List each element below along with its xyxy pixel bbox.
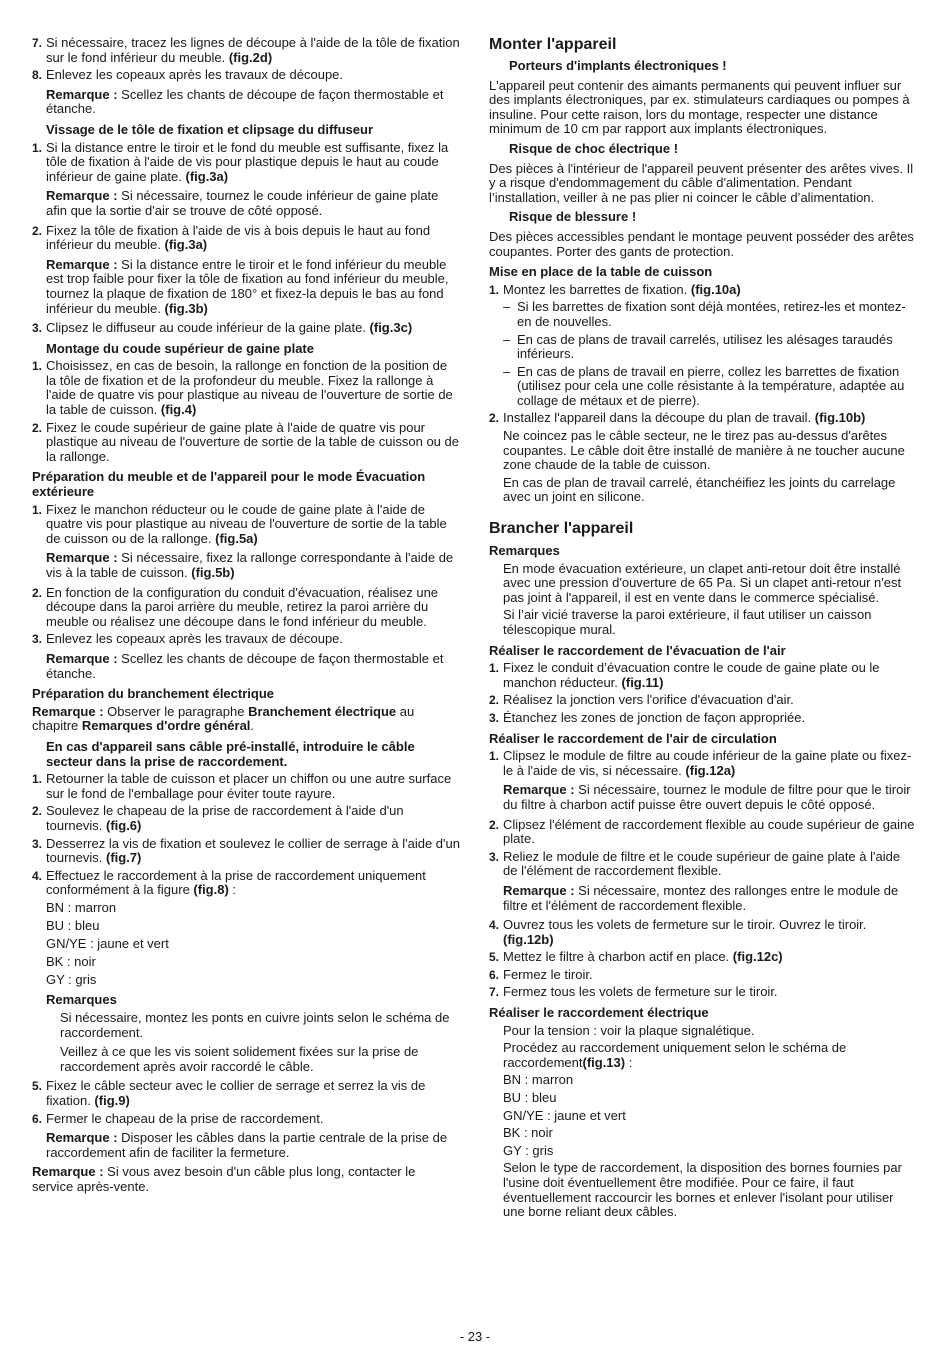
remark: Remarque : Si nécessaire, tournez le coude inférieur de gaine plate afin que la sortie d'air se trouve de côté opposé. bbox=[46, 188, 439, 218]
remark: Remarque : Si nécessaire, montez des rallonges entre le module de filtre et l'élément de raccordement flexible. bbox=[503, 882, 899, 913]
section-heading: Monter l'appareil bbox=[489, 36, 617, 53]
paragraph: En cas de plan de travail carrelé, étanchéifiez les joints du carrelage avec un joint en silicone. bbox=[503, 474, 896, 505]
wire-label: BK : noir bbox=[503, 1125, 553, 1141]
remarks-heading: Remarques bbox=[46, 992, 117, 1008]
subheading: En cas d'appareil sans câble pré-installé, introduire le câble secteur dans la prise de raccordement. bbox=[46, 738, 415, 769]
remark-text: Si nécessaire, montez les ponts en cuivre joints selon le schéma de raccordement. bbox=[60, 1010, 450, 1040]
paragraph: Ne coincez pas le câble secteur, ne le tirez pas au-dessus d'arêtes coupantes. Le câble doit être installé de manière à ne toucher aucune zone chaude de la table de cuisson. bbox=[503, 428, 905, 473]
list-item: 4. Effectuez le raccordement à la prise de raccordement uniquement conformément à la figure (fig.8) : bbox=[32, 867, 426, 898]
list-item: 1. Montez les barrettes de fixation. (fig.10a) bbox=[489, 281, 741, 297]
list-item: 6. Fermez le tiroir. bbox=[489, 966, 593, 982]
wire-label: BU : bleu bbox=[503, 1090, 557, 1106]
list-item: 2. Fixez la tôle de fixation à l'aide de vis à bois depuis le haut au fond inférieur du meuble. (fig.3a) bbox=[32, 222, 431, 253]
section-heading: Brancher l'appareil bbox=[489, 520, 634, 538]
dash-item: – En cas de plans de travail en pierre, collez les barrettes de fixation (utilisez pour cela une colle résistante à la température, adaptée au collage de métaux et de pierre). bbox=[503, 363, 905, 408]
wire-label: BN : marron bbox=[46, 899, 117, 915]
list-item: 2. Fixez le coude supérieur de gaine plate à l'aide de quatre vis pour plastique au niveau de l'ouverture de sortie de la table de cuisson ou de la rallonge. bbox=[32, 419, 459, 464]
wire-label: GN/YE : jaune et vert bbox=[503, 1107, 626, 1123]
subheading: Réaliser le raccordement de l'évacuation de l'air bbox=[489, 642, 786, 658]
list-item: 5. Fixez le câble secteur avec le collier de serrage et serrez la vis de fixation. (fig.9) bbox=[32, 1078, 426, 1108]
remark-text: Veillez à ce que les vis soient solidement fixées sur la prise de raccordement après avoir raccordé le câble. bbox=[60, 1044, 419, 1074]
subheading: Préparation du meuble et de l'appareil pour le mode Évacuation extérieure bbox=[32, 469, 426, 500]
list-item: 1. Choisissez, en cas de besoin, la rallonge en fonction de la position de la tôle de fixation et de la profondeur du meuble. Fixez la rallonge à l'aide de quatre vis pour plastique au niveau de l'ouverture de sortie de la table de cuisson. (fig.4) bbox=[32, 358, 453, 418]
list-item: 3. Clipsez le diffuseur au coude inférieur de la gaine plate. (fig.3c) bbox=[32, 320, 413, 336]
list-item: 4. Ouvrez tous les volets de fermeture sur le tiroir. Ouvrez le tiroir. (fig.12b) bbox=[489, 917, 867, 947]
left-column bbox=[32, 36, 460, 1198]
list-item: 1. Retourner la table de cuisson et placer un chiffon ou une autre surface sur le fond de l'emballage pour éviter toute rayure. bbox=[32, 771, 452, 801]
subheading: Préparation du branchement électrique bbox=[32, 686, 275, 702]
paragraph: Des pièces à l'intérieur de l'appareil peuvent présenter des arêtes vives. Il y a risque d'endommagement du câble d'alimentation. Pendant l’installation, veiller à ne pas plier ni coincer le câble d’alimentation. bbox=[489, 160, 914, 205]
wire-label: BK : noir bbox=[46, 953, 96, 969]
list-item: 1. Fixez le conduit d’évacuation contre le coude de gaine plate ou le manchon réducteur. (fig.11) bbox=[489, 660, 880, 690]
warning-heading: Porteurs d'implants électroniques ! bbox=[509, 58, 727, 73]
list-item: 7. Si nécessaire, tracez les lignes de découpe à l'aide de la tôle de fixation sur le fond inférieur du meuble. (fig.2d) bbox=[32, 35, 460, 65]
wire-label: GY : gris bbox=[503, 1142, 554, 1158]
remark: Remarque : Si la distance entre le tiroir et le fond inférieur du meuble est trop faible pour fixer la tôle de fixation au fond inférieur du meuble, tournez la plaque de fixation de 180° et fixez-la depuis le bas au fond inférieur du meuble. (fig.3b) bbox=[46, 256, 449, 316]
paragraph: Des pièces accessibles pendant le montage peuvent posséder des arêtes coupantes. Porter des gants de protection. bbox=[489, 228, 914, 259]
warning-heading: Risque de choc électrique ! bbox=[509, 140, 679, 156]
paragraph: L'appareil peut contenir des aimants permanents qui peuvent influer sur des implants électroniques, par ex. stimulateurs cardiaques ou pompes à insuline. Pour cette raison, lors du montage, respecter une distance minimum de 10 cm par rapport aux implants électroniques. bbox=[489, 77, 910, 137]
paragraph: Selon le type de raccordement, la disposition des bornes fournies par l'usine doit éventuellement être modifiée. Pour ce faire, il faut éventuellement raccourcir les bornes et enlever l'isolant pour utiliser une borne reliant deux câbles. bbox=[503, 1160, 902, 1220]
list-item: 6. Fermer le chapeau de la prise de raccordement. bbox=[32, 1110, 324, 1126]
paragraph: Procédez au raccordement uniquement selon le schéma de raccordement(fig.13) : bbox=[503, 1040, 847, 1070]
remark: Remarque : Scellez les chants de découpe de façon thermostable et étanche. bbox=[46, 650, 444, 681]
paragraph: Pour la tension : voir la plaque signalétique. bbox=[503, 1022, 755, 1038]
wire-label: GY : gris bbox=[46, 971, 97, 987]
list-item: 1. Fixez le manchon réducteur ou le coude de gaine plate à l'aide de quatre vis pour plastique au niveau de l'ouverture de sortie de la table de cuisson ou de la rallonge. (fig.5a) bbox=[32, 501, 447, 546]
wire-label: BU : bleu bbox=[46, 917, 100, 933]
list-item: 8. Enlevez les copeaux après les travaux de découpe. bbox=[32, 67, 344, 83]
subheading: Réaliser le raccordement de l'air de circulation bbox=[489, 730, 777, 746]
list-item: 2. Clipsez l'élément de raccordement flexible au coude supérieur de gaine plate. bbox=[489, 816, 915, 847]
page-number: - 23 - bbox=[459, 1329, 491, 1344]
subheading: Mise en place de la table de cuisson bbox=[489, 264, 713, 280]
list-item: 2. Soulevez le chapeau de la prise de raccordement à l'aide d'un tournevis. (fig.6) bbox=[32, 803, 404, 833]
dash-item: – En cas de plans de travail carrelés, utilisez les alésages taraudés inférieurs. bbox=[503, 331, 893, 362]
remark: Remarque : Scellez les chants de découpe de façon thermostable et étanche. bbox=[46, 86, 444, 117]
list-item: 1. Clipsez le module de filtre au coude inférieur de la gaine plate ou fixez-le à l'aide de vis, si nécessaire. (fig.12a) bbox=[489, 748, 912, 778]
remark: Remarque : Si vous avez besoin d'un câble plus long, contacter le service après-vente. bbox=[32, 1164, 416, 1194]
paragraph: En mode évacuation extérieure, un clapet anti-retour doit être installé avec une pression d'ouverture de 65 Pa. Si un clapet anti-retour n'est pas joint à l'appareil, il est en vente dans le commerce spécialisé. bbox=[503, 560, 902, 605]
subheading: Réaliser le raccordement électrique bbox=[489, 1005, 709, 1021]
right-column bbox=[489, 36, 917, 1223]
dash-item: – Si les barrettes de fixation sont déjà montées, retirez-les et montez-en de nouvelles. bbox=[503, 299, 906, 329]
list-item: 2. Installez l'appareil dans la découpe du plan de travail. (fig.10b) bbox=[489, 410, 866, 426]
list-item: 1. Si la distance entre le tiroir et le fond du meuble est suffisante, fixez la tôle de fixation à l'aide de vis pour plastique depuis le haut au coude inférieur de gaine plate. (fig.3a) bbox=[32, 139, 449, 184]
list-item: 2. Réalisez la jonction vers l'orifice d'évacuation d'air. bbox=[489, 692, 794, 708]
list-item: 3. Reliez le module de filtre et le coude supérieur de gaine plate à l'aide de l'élément de raccordement flexible. bbox=[489, 848, 901, 879]
wire-label: GN/YE : jaune et vert bbox=[46, 935, 169, 951]
subheading: Montage du coude supérieur de gaine plate bbox=[46, 340, 314, 356]
paragraph: Si l’air vicié traverse la paroi extérieure, il faut utiliser un caisson télescopique mural. bbox=[503, 607, 872, 637]
spacer bbox=[489, 508, 917, 520]
subheading: Remarques bbox=[489, 543, 560, 559]
remark: Remarque : Disposer les câbles dans la partie centrale de la prise de raccordement afin de faciliter la fermeture. bbox=[46, 1130, 448, 1160]
remark: Remarque : Si nécessaire, fixez la rallonge correspondante à l'aide de vis à la table de cuisson. (fig.5b) bbox=[46, 550, 454, 580]
warning-heading: Risque de blessure ! bbox=[509, 209, 637, 225]
list-item: 7. Fermez tous les volets de fermeture sur le tiroir. bbox=[489, 984, 778, 1000]
remark: Remarque : Si nécessaire, tournez le module de filtre pour que le tiroir du filtre à charbon actif puisse être ouvert depuis le côté opposé. bbox=[503, 782, 911, 812]
list-item: 3. Desserrez la vis de fixation et soulevez le collier de serrage à l'aide d'un tournevis. (fig.7) bbox=[32, 835, 460, 866]
list-item: 3. Étanchez les zones de jonction de façon appropriée. bbox=[489, 709, 806, 725]
list-item: 3. Enlevez les copeaux après les travaux de découpe. bbox=[32, 631, 344, 647]
list-item: 2. En fonction de la configuration du conduit d'évacuation, réalisez une découpe dans la paroi arrière du meuble, retirez la paroi arrière du meuble ou réalisez une découpe dans le fond inférieur du meuble. bbox=[32, 584, 439, 629]
remark: Remarque : Observer le paragraphe Branchement électrique au chapitre Remarques d'ordre général. bbox=[32, 703, 415, 734]
subheading: Vissage de le tôle de fixation et clipsage du diffuseur bbox=[46, 121, 374, 137]
list-item: 5. Mettez le filtre à charbon actif en place. (fig.12c) bbox=[489, 949, 783, 965]
wire-label: BN : marron bbox=[503, 1072, 574, 1088]
